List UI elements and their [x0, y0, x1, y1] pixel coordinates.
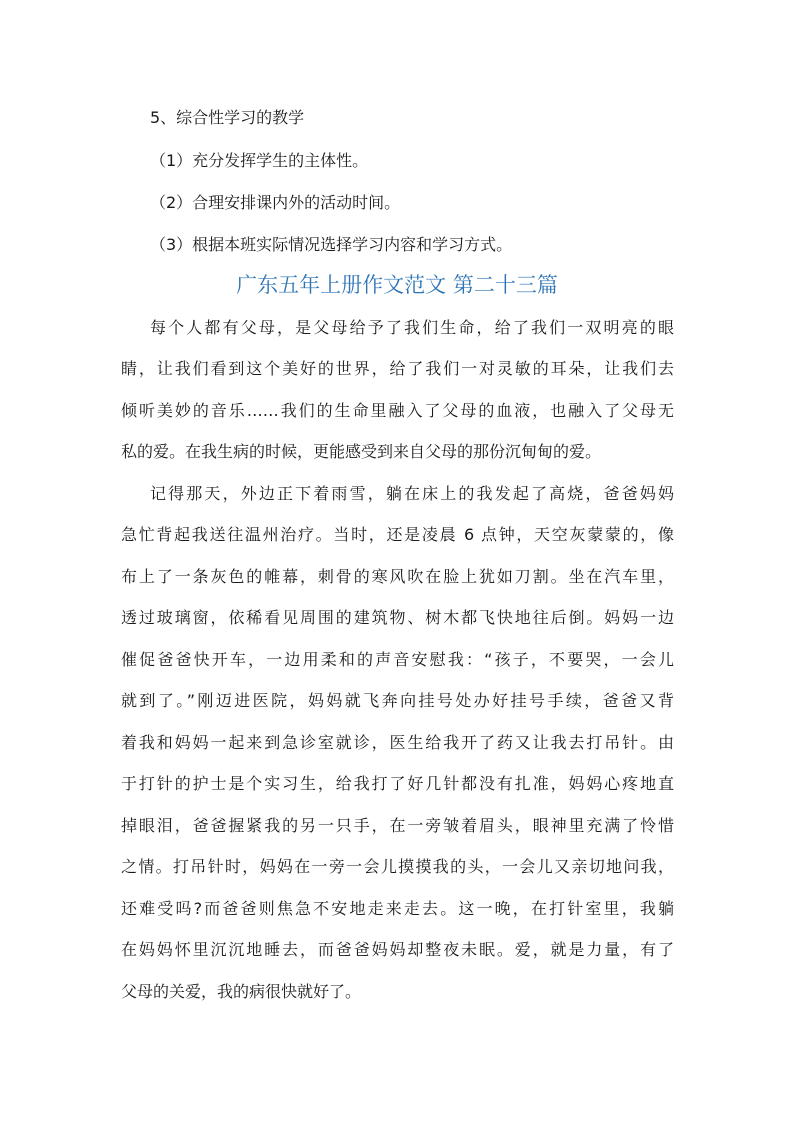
paragraph-line: 就到了。”刚迈进医院，妈妈就飞奔向挂号处办好挂号手续，爸爸又背: [121, 691, 674, 710]
section-heading: 5、综合性学习的教学: [150, 108, 305, 127]
paragraph-line: 在妈妈怀里沉沉地睡去，而爸爸妈妈却整夜未眠。爱，就是力量，有了: [121, 940, 674, 959]
paragraph-line: 掉眼泪，爸爸握紧我的另一只手，在一旁皱着眉头，眼神里充满了怜惜: [121, 816, 674, 835]
paragraph-line: 私的爱。在我生病的时候，更能感受到来自父母的那份沉甸甸的爱。: [121, 442, 602, 461]
paragraph-line: 布上了一条灰色的帷幕，刺骨的寒风吹在脸上犹如刀割。坐在汽车里，: [121, 567, 674, 586]
list-item: （1）充分发挥学生的主体性。: [150, 151, 369, 170]
paragraph-line: 之情。打吊针时，妈妈在一旁一会儿摸摸我的头，一会儿又亲切地问我，: [121, 857, 674, 876]
article-title: 广东五年上册作文范文 第二十三篇: [236, 273, 558, 297]
paragraph-line: 每个人都有父母，是父母给予了我们生命，给了我们一双明亮的眼: [150, 318, 674, 337]
list-item: （3）根据本班实际情况选择学习内容和学习方式。: [150, 235, 513, 254]
paragraph-line: 记得那天，外边正下着雨雪，躺在床上的我发起了高烧，爸爸妈妈: [150, 484, 674, 503]
paragraph-line: 睛，让我们看到这个美好的世界，给了我们一对灵敏的耳朵，让我们去: [121, 359, 674, 378]
paragraph-line: 父母的关爱，我的病很快就好了。: [121, 982, 362, 1001]
paragraph-line: 着我和妈妈一起来到急诊室就诊，医生给我开了药又让我去打吊针。由: [121, 733, 674, 752]
paragraph-line: 透过玻璃窗，依稀看见周围的建筑物、树木都飞快地往后倒。妈妈一边: [121, 608, 674, 627]
paragraph-line: 催促爸爸快开车，一边用柔和的声音安慰我：“孩子，不要哭，一会儿: [121, 650, 674, 669]
paragraph-line: 还难受吗?而爸爸则焦急不安地走来走去。这一晚，在打针室里，我躺: [121, 899, 674, 918]
paragraph-line: 急忙背起我送往温州治疗。当时，还是凌晨 6 点钟，天空灰蒙蒙的，像: [121, 525, 674, 544]
paragraph-line: 倾听美妙的音乐……我们的生命里融入了父母的血液，也融入了父母无: [121, 401, 674, 420]
list-item: （2）合理安排课内外的活动时间。: [150, 193, 401, 212]
paragraph-line: 于打针的护士是个实习生，给我打了好几针都没有扎准，妈妈心疼地直: [121, 774, 674, 793]
